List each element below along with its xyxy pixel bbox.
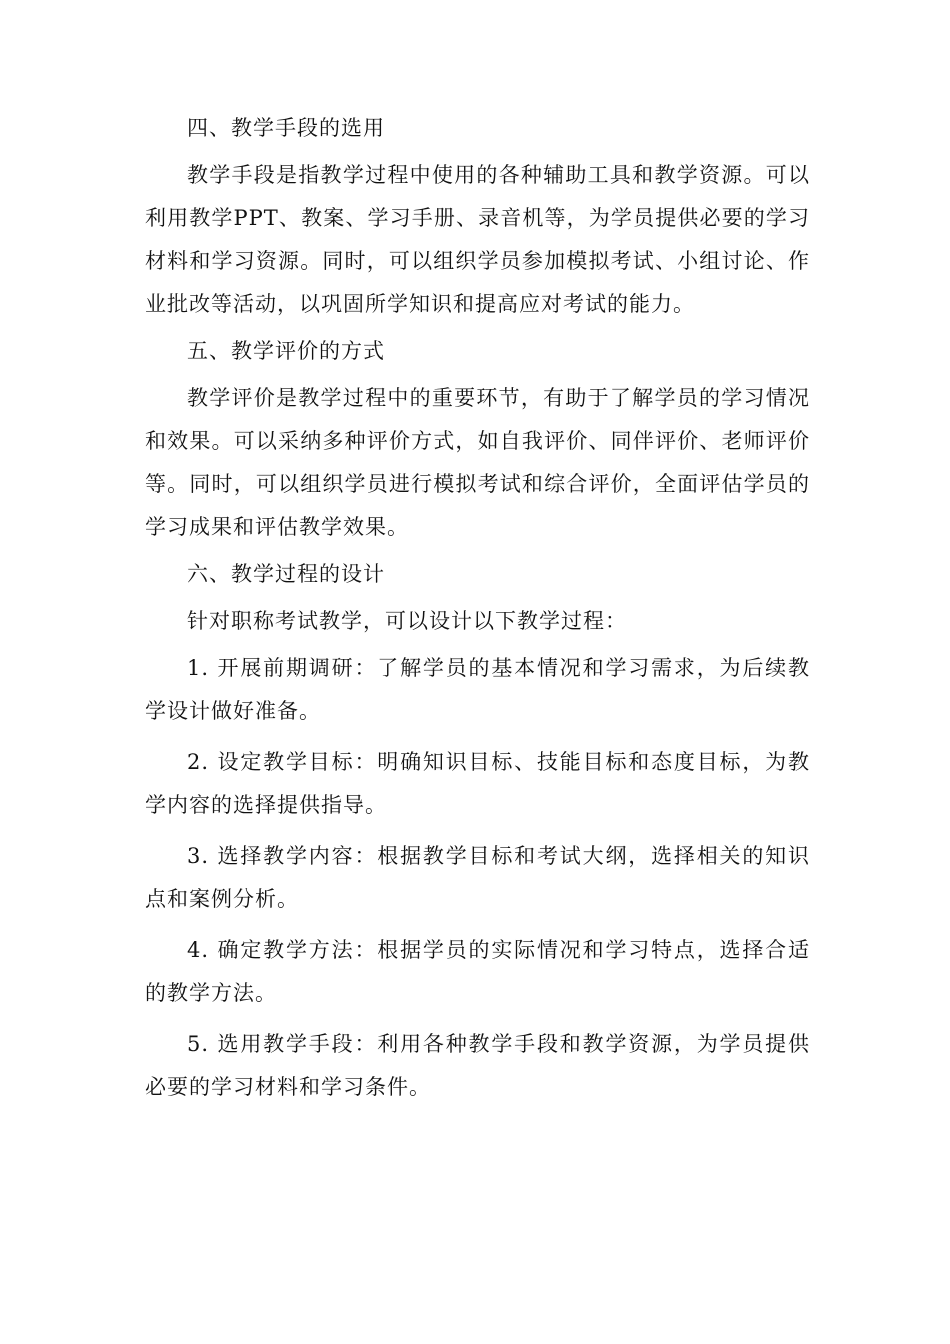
list-item: 3. 选择教学内容：根据教学目标和考试大纲，选择相关的知识点和案例分析。 <box>145 844 810 911</box>
section-heading-teaching-evaluation: 五、教学评价的方式 <box>187 339 385 363</box>
section-paragraph-teaching-process: 针对职称考试教学，可以设计以下教学过程： <box>187 609 627 633</box>
list-item: 1. 开展前期调研：了解学员的基本情况和学习需求，为后续教学设计做好准备。 <box>145 656 810 723</box>
list-item: 2. 设定教学目标：明确知识目标、技能目标和态度目标，为教学内容的选择提供指导。 <box>145 750 810 817</box>
list-item: 5. 选用教学手段：利用各种教学手段和教学资源，为学员提供必要的学习材料和学习条件。 <box>145 1032 810 1099</box>
document-body <box>145 107 810 1117</box>
section-paragraph-teaching-means: 教学手段是指教学过程中使用的各种辅助工具和教学资源。可以利用教学PPT、教案、学习手册、录音机等，为学员提供必要的学习材料和学习资源。同时，可以组织学员参加模拟考试、小组讨论、作业批改等活动，以巩固所学知识和提高应对考试的能力。 <box>145 163 810 316</box>
section-heading-teaching-process: 六、教学过程的设计 <box>187 562 385 586</box>
section-heading-teaching-means: 四、教学手段的选用 <box>187 116 385 140</box>
list-item: 4. 确定教学方法：根据学员的实际情况和学习特点，选择合适的教学方法。 <box>145 938 810 1005</box>
section-paragraph-teaching-evaluation: 教学评价是教学过程中的重要环节，有助于了解学员的学习情况和效果。可以采纳多种评价方式，如自我评价、同伴评价、老师评价等。同时，可以组织学员进行模拟考试和综合评价，全面评估学员的学习成果和评估教学效果。 <box>145 386 810 539</box>
